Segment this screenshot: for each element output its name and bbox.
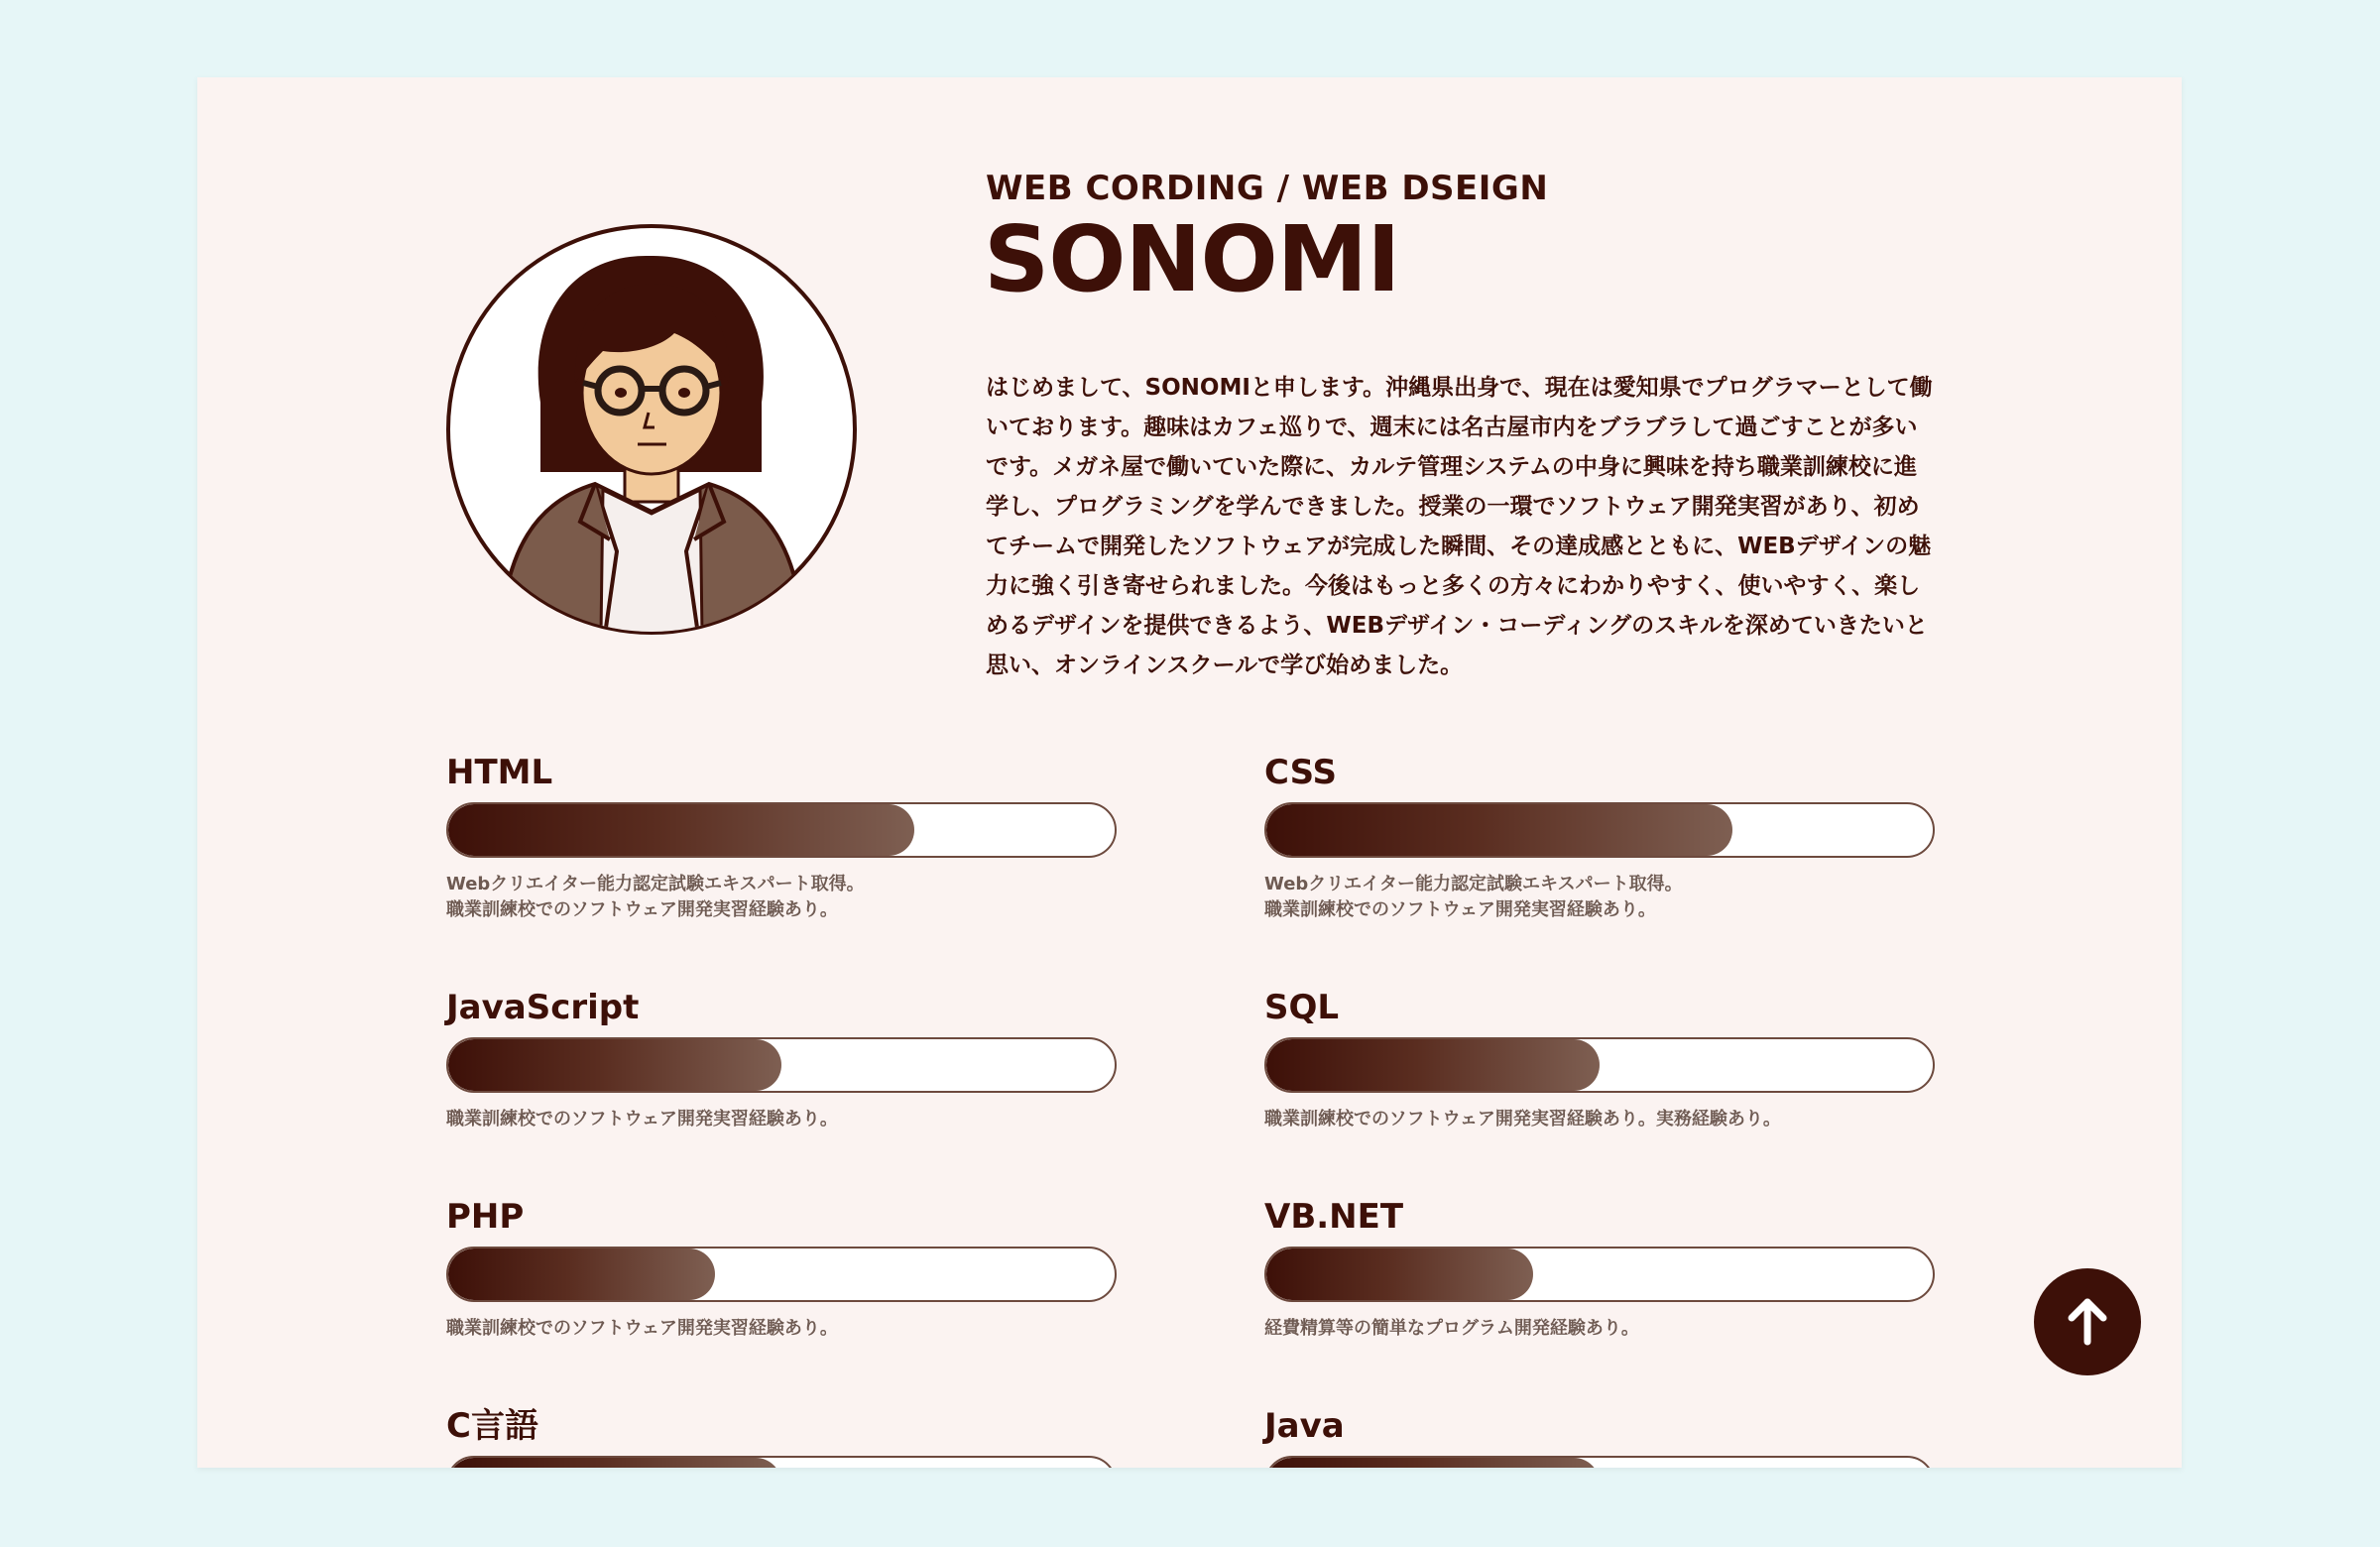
skill-progress-bar xyxy=(446,1456,1117,1468)
skill-title: JavaScript xyxy=(446,988,640,1027)
skill-title: VB.NET xyxy=(1264,1197,1404,1237)
skill-item-php xyxy=(446,1197,1117,1342)
skill-progress-bar xyxy=(1264,1247,1935,1302)
profile-subtitle: WEB CORDING / WEB DSEIGN xyxy=(986,169,1549,208)
skill-title: HTML xyxy=(446,753,553,792)
profile-bio: はじめまして、SONOMIと申します。沖縄県出身で、現在は愛知県でプログラマーとして働いております。趣味はカフェ巡りで、週末には名古屋市内をブラブラして過ごすことが多いです。メガネ屋で働いていた際に、カルテ管理システムの中身に興味を持ち職業訓練校に進学し、プログラミングを学んできました。授業の一環でソフトウェア開発実習があり、初めてチームで開発したソフトウェアが完成した瞬間、その達成感とともに、WEBデザインの魅力に強く引き寄せられました。今後はもっと多くの方々にわかりやすく、使いやすく、楽しめるデザインを提供できるよう、WEBデザイン・コーディングのスキルを深めていきたいと思い、オンラインスクールで学び始めました。 xyxy=(986,375,1933,678)
arrow-up-icon xyxy=(2060,1294,2115,1350)
skill-progress-fill xyxy=(1266,804,1732,856)
skill-item-javascript xyxy=(446,988,1117,1132)
skill-progress-fill xyxy=(448,1249,715,1300)
skill-description: Webクリエイター能力認定試験エキスパート取得。 職業訓練校でのソフトウェア開発実習経験あり。 xyxy=(1264,874,1683,920)
skill-item-html xyxy=(446,753,1117,923)
skill-progress-bar xyxy=(1264,1456,1935,1468)
skill-progress-fill xyxy=(448,1458,781,1468)
scroll-to-top-button[interactable] xyxy=(2034,1268,2141,1375)
skill-progress-bar xyxy=(1264,802,1935,858)
skill-progress-bar xyxy=(446,802,1117,858)
skill-title: C言語 xyxy=(446,1406,538,1446)
skill-progress-bar xyxy=(1264,1037,1935,1093)
skill-progress-fill xyxy=(1266,1458,1600,1468)
skill-item-sql xyxy=(1264,988,1935,1132)
skill-progress-fill xyxy=(1266,1039,1600,1091)
skill-progress-fill xyxy=(448,804,914,856)
skill-description: 経費精算等の簡単なプログラム開発経験あり。 xyxy=(1264,1318,1639,1339)
skill-title: CSS xyxy=(1264,753,1338,792)
skill-description: 職業訓練校でのソフトウェア開発実習経験あり。実務経験あり。 xyxy=(1264,1109,1781,1130)
skill-item-java xyxy=(1264,1406,1935,1468)
skill-title: SQL xyxy=(1264,988,1340,1027)
skill-description: Webクリエイター能力認定試験エキスパート取得。 職業訓練校でのソフトウェア開発実習経験あり。 xyxy=(446,874,865,920)
skill-progress-fill xyxy=(1266,1249,1533,1300)
skill-title: Java xyxy=(1264,1406,1345,1446)
profile-name: SONOMI xyxy=(984,206,1400,312)
skill-title: PHP xyxy=(446,1197,525,1237)
profile-card xyxy=(197,77,2182,1468)
skill-item-vbnet xyxy=(1264,1197,1935,1342)
skill-description: 職業訓練校でのソフトウェア開発実習経験あり。 xyxy=(446,1318,838,1339)
skill-item-css xyxy=(1264,753,1935,923)
avatar xyxy=(446,224,857,635)
skill-progress-bar xyxy=(446,1247,1117,1302)
skill-item-c xyxy=(446,1406,1117,1468)
skill-description: 職業訓練校でのソフトウェア開発実習経験あり。 xyxy=(446,1109,838,1130)
skill-progress-fill xyxy=(448,1039,781,1091)
skill-progress-bar xyxy=(446,1037,1117,1093)
